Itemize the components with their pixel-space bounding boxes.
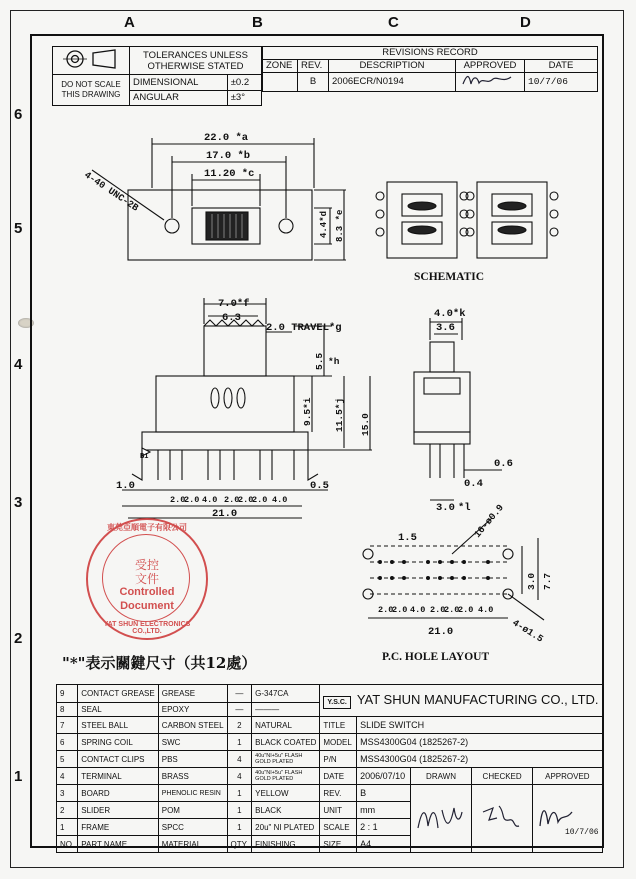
dim-4-0: 4.0*k (434, 308, 466, 320)
scale-value: 2 : 1 (357, 819, 411, 836)
zone-letter-b: B (252, 14, 263, 31)
bom-finish: ——— (252, 703, 320, 717)
title-value: SLIDE SWITCH (357, 717, 602, 734)
bom-qty: 1 (227, 802, 252, 819)
dim-pc-7-7: 7.7 (542, 572, 553, 590)
tolerance-value: ±3° (227, 90, 261, 106)
tolerance-block (52, 46, 262, 106)
bom-finish: 20u" NI PLATED (252, 819, 320, 836)
dim-4-4: 4.4*d (319, 210, 329, 238)
dim-0-5: 0.5 (310, 480, 329, 492)
tolerance-label: DIMENSIONAL (130, 75, 228, 91)
dim-22: 22.0 *a (204, 132, 249, 144)
bom-finish: BLACK (252, 802, 320, 819)
bom-finish: YELLOW (252, 785, 320, 802)
stamp-line4: Document (120, 600, 174, 612)
bom-no: 1 (57, 819, 78, 836)
bom-no: 4 (57, 768, 78, 785)
schematic-diagram (376, 182, 558, 258)
bom-material: SWC (158, 734, 227, 751)
bom-qty: — (227, 703, 252, 717)
date-value: 2006/07/10 (357, 768, 411, 785)
bom-material: BRASS (158, 768, 227, 785)
pn-value: MSS4300G04 (1825267-2) (357, 751, 602, 768)
company-name: YAT SHUN MANUFACTURING CO., LTD. (356, 692, 599, 707)
revision-zone (263, 72, 298, 91)
bom-header: MATERIAL (158, 836, 227, 853)
bom-part: SLIDER (78, 802, 159, 819)
checked-header: CHECKED (472, 768, 533, 785)
tolerance-title (130, 47, 262, 75)
revisions-block (262, 46, 598, 92)
bom-title-block (56, 684, 603, 853)
pn-label: P/N (320, 751, 357, 768)
bom-material: GREASE (158, 685, 227, 703)
title-label: TITLE (320, 717, 357, 734)
dim-pc-bottom: 2.0 (392, 605, 408, 615)
bom-no: 9 (57, 685, 78, 703)
zone-number-4: 4 (14, 356, 23, 373)
dim-pc-bottom: 2.0 (458, 605, 474, 615)
dim-pc-3-0: 3.0 (526, 572, 537, 590)
bom-qty: — (227, 685, 252, 703)
bom-part: BOARD (78, 785, 159, 802)
revisions-header: APPROVED (456, 59, 525, 72)
dim-15-0: 15.0 (360, 413, 371, 436)
bom-no: 5 (57, 751, 78, 768)
scale-note (53, 75, 130, 106)
dim-hole-dia: 16-ø0.9 (471, 502, 506, 540)
tolerance-value: ±0.2 (227, 75, 261, 91)
dim-front-bottom: 2.0 (170, 495, 186, 505)
company-logo: Y.S.C. (323, 696, 350, 709)
bom-header: NO. (57, 836, 78, 853)
revisions-header: DATE (525, 59, 598, 72)
bom-finish: 40u"NI+5u" FLASH GOLD PLATED (252, 751, 320, 768)
stamp-line2: 文件 (134, 572, 159, 586)
dim-3-6: 3.6 (436, 322, 455, 334)
schematic-label: SCHEMATIC (414, 271, 485, 283)
dim-front-bottom: 2.0 (252, 495, 268, 505)
approved-header: APPROVED (533, 768, 602, 785)
side-view (414, 318, 502, 500)
model-value: MSS4300G04 (1825267-2) (357, 734, 602, 751)
revision-description: 2006ECR/N0194 (329, 72, 456, 91)
bom-no: 3 (57, 785, 78, 802)
pc-layout-label: P.C. HOLE LAYOUT (382, 651, 490, 663)
dim-thread: 4-40 UNC-2B (82, 169, 141, 214)
zone-number-2: 2 (14, 630, 23, 647)
bom-material: PHENOLIC RESIN (158, 785, 227, 802)
dim-pc-bottom: 2.0 (378, 605, 394, 615)
drawn-signature (410, 785, 471, 853)
revisions-header: REV. (298, 59, 329, 72)
bom-qty: 4 (227, 768, 252, 785)
bom-qty: 1 (227, 819, 252, 836)
stamp-company-cn: 東莞亞順電子有限公司 (107, 523, 187, 532)
bom-material: PBS (158, 751, 227, 768)
checked-signature (472, 785, 533, 853)
bom-part: CONTACT GREASE (78, 685, 159, 703)
projection-symbol (53, 47, 130, 75)
bom-no: 6 (57, 734, 78, 751)
dim-pc-bottom: 4.0 (478, 605, 494, 615)
bom-header: FINISHING (252, 836, 320, 853)
dim-front-bottom: 2.0 (184, 495, 200, 505)
bom-part: SPRING COIL (78, 734, 159, 751)
controlled-document-stamp (86, 518, 208, 640)
rev-label: REV. (320, 785, 357, 802)
stamp-line3: Controlled (119, 586, 175, 598)
unit-value: mm (357, 802, 411, 819)
bom-part: SEAL (78, 703, 159, 717)
dim-1-0: 1.0 (116, 480, 135, 492)
bom-material: POM (158, 802, 227, 819)
key-dimension-note: "*"表示關鍵尺寸（共12處） (62, 654, 257, 672)
scale-note-line1: DO NOT SCALE (61, 80, 121, 89)
revisions-title: REVISIONS RECORD (263, 47, 598, 60)
tolerance-title-line2: OTHERWISE STATED (147, 60, 244, 72)
bom-no: 8 (57, 703, 78, 717)
bom-part: TERMINAL (78, 768, 159, 785)
rev-value: B (357, 785, 411, 802)
dim-8-3: 8.3 *e (335, 209, 345, 242)
model-label: MODEL (320, 734, 357, 751)
bom-qty: 1 (227, 734, 252, 751)
zone-number-1: 1 (14, 768, 23, 785)
tolerance-label: ANGULAR (130, 90, 228, 106)
bom-qty: 4 (227, 751, 252, 768)
size-value: A4 (357, 836, 411, 853)
dim-front-bottom: 2.0 (238, 495, 254, 505)
bom-header: PART NAME (78, 836, 159, 853)
scale-note-line2: THIS DRAWING (61, 90, 121, 99)
dim-5-5: 5.5 (314, 352, 325, 370)
bom-material: CARBON STEEL (158, 717, 227, 734)
dim-11: 11.20 *c (204, 168, 255, 180)
dim-0-6: 0.6 (494, 458, 513, 470)
zone-number-6: 6 (14, 106, 23, 123)
bom-part: STEEL BALL (78, 717, 159, 734)
bom-no: 2 (57, 802, 78, 819)
dim-6-3: 6.3 (222, 312, 241, 324)
bom-qty: 1 (227, 785, 252, 802)
flag-b1: B1 (140, 453, 149, 461)
drawn-header: DRAWN (410, 768, 471, 785)
dim-front-bottom: 4.0 (202, 495, 218, 505)
dim-3-0: 3.0 (436, 502, 455, 514)
revision-date: 10/7/06 (525, 72, 598, 91)
stamp-company-en: YAT SHUN ELECTRONICS CO.,LTD. (103, 621, 191, 635)
bom-material: SPCC (158, 819, 227, 836)
zone-letter-d: D (520, 14, 531, 31)
bom-part: FRAME (78, 819, 159, 836)
tolerance-title-line1: TOLERANCES UNLESS (143, 49, 248, 61)
zone-number-5: 5 (14, 220, 23, 237)
bom-finish: NATURAL (252, 717, 320, 734)
revision-rev: B (298, 72, 329, 91)
size-label: SIZE (320, 836, 357, 853)
stamp-line1: 受控 (134, 558, 159, 572)
revisions-header: DESCRIPTION (329, 59, 456, 72)
bom-finish: BLACK COATED (252, 734, 320, 751)
dim-front-bottom: 4.0 (272, 495, 288, 505)
company-name-cell (320, 685, 602, 717)
bom-part: CONTACT CLIPS (78, 751, 159, 768)
dim-pc-bottom: 2.0 (430, 605, 446, 615)
approved-signature (533, 785, 602, 853)
dim-mount-dia: 4-ø1.5 (510, 617, 546, 645)
dim-1-5: 1.5 (398, 532, 417, 544)
revisions-header: ZONE (263, 59, 298, 72)
dim-pc-21-0: 21.0 (428, 626, 454, 638)
zone-letter-a: A (124, 14, 135, 31)
dim-h: *h (328, 356, 340, 367)
bom-qty: 2 (227, 717, 252, 734)
dim-9-5: 9.5*i (302, 397, 313, 426)
scale-label: SCALE (320, 819, 357, 836)
dim-7-0: 7.0*f (218, 298, 250, 310)
approved-date: 10/7/06 (564, 828, 599, 837)
bom-no: 7 (57, 717, 78, 734)
unit-label: UNIT (320, 802, 357, 819)
bom-finish: G-347CA (252, 685, 320, 703)
dim-21-0: 21.0 (212, 508, 238, 520)
date-label: DATE (320, 768, 357, 785)
revision-approved-signature (456, 72, 525, 91)
dim-pc-bottom: 2.0 (444, 605, 460, 615)
dim-front-bottom: 2.0 (224, 495, 240, 505)
dim-l: *l (458, 502, 471, 514)
bom-header: QTY. (227, 836, 252, 853)
dim-11-5: 11.5*j (334, 397, 345, 432)
dim-17: 17.0 *b (206, 150, 251, 162)
dim-travel: 2.0 TRAVEL*g (266, 322, 342, 334)
zone-number-3: 3 (14, 494, 23, 511)
bom-material: EPOXY (158, 703, 227, 717)
bom-finish: 40u"NI+5u" FLASH GOLD PLATED (252, 768, 320, 785)
zone-letter-c: C (388, 14, 399, 31)
dim-pc-bottom: 4.0 (410, 605, 426, 615)
dim-0-4: 0.4 (464, 478, 483, 490)
